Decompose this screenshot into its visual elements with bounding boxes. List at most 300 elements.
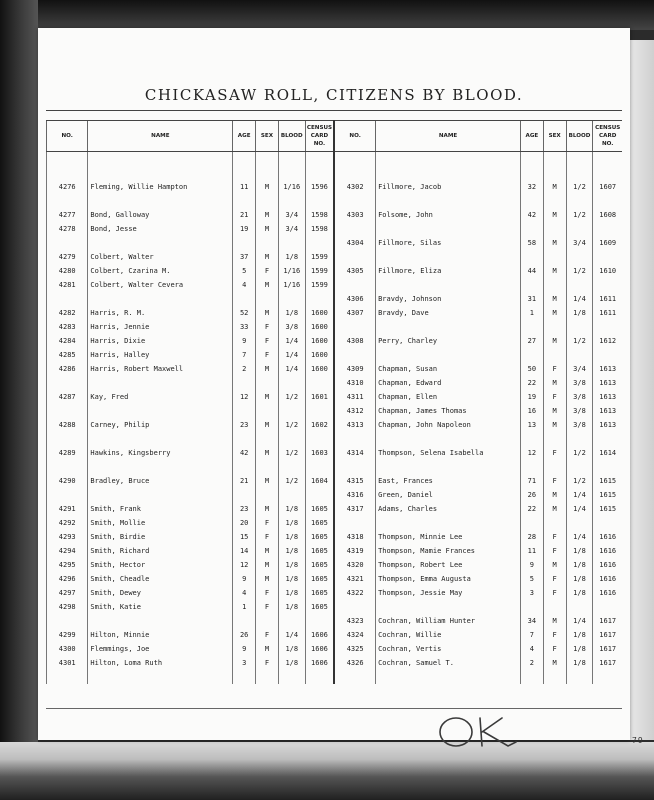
entry-census-card: 1612 — [593, 334, 622, 348]
entry-sex: M — [256, 418, 279, 432]
entry-name: Thompson, Selena Isabella — [376, 446, 521, 460]
entry-name: Smith, Richard — [88, 544, 233, 558]
entry-age: 23 — [233, 418, 256, 432]
entry-blood — [566, 166, 593, 180]
entry-blood: 1/4 — [566, 614, 593, 628]
table-row — [47, 194, 623, 208]
entry-number — [334, 152, 375, 167]
entry-number: 4322 — [334, 586, 375, 600]
entry-name — [88, 432, 233, 446]
entry-number: 4325 — [334, 642, 375, 656]
entry-number — [47, 488, 88, 502]
entry-age: 7 — [233, 348, 256, 362]
entry-census-card: 1605 — [305, 530, 334, 544]
entry-census-card: 1599 — [305, 278, 334, 292]
entry-name: Colbert, Czarina M. — [88, 264, 233, 278]
entry-age: 9 — [521, 558, 544, 572]
entry-census-card — [593, 194, 622, 208]
table-row — [47, 278, 623, 292]
entry-census-card — [305, 166, 334, 180]
scan-border-top — [38, 0, 654, 30]
table-row — [47, 432, 623, 446]
document-page — [38, 28, 644, 745]
entry-name — [376, 222, 521, 236]
entry-census-card: 1605 — [305, 516, 334, 530]
entry-number: 4318 — [334, 530, 375, 544]
entry-name — [376, 670, 521, 684]
table-row — [47, 544, 623, 558]
entry-number: 4326 — [334, 656, 375, 670]
entry-age: 22 — [521, 502, 544, 516]
entry-name — [88, 236, 233, 250]
entry-census-card — [593, 222, 622, 236]
header-age-left: AGE — [233, 121, 256, 152]
entry-blood: 1/4 — [278, 348, 305, 362]
entry-blood — [566, 348, 593, 362]
entry-sex: F — [256, 530, 279, 544]
entry-age: 2 — [233, 362, 256, 376]
entry-blood: 1/8 — [566, 558, 593, 572]
entry-number: 4323 — [334, 614, 375, 628]
entry-sex: M — [543, 488, 566, 502]
entry-sex: M — [256, 180, 279, 194]
entry-age: 5 — [233, 264, 256, 278]
entry-blood — [566, 320, 593, 334]
entry-sex: F — [256, 656, 279, 670]
entry-age — [521, 222, 544, 236]
entry-sex — [543, 152, 566, 167]
entry-census-card — [593, 152, 622, 167]
entry-number: 4293 — [47, 530, 88, 544]
entry-name — [88, 404, 233, 418]
entry-age — [233, 432, 256, 446]
entry-name — [376, 194, 521, 208]
entry-name: Smith, Hector — [88, 558, 233, 572]
entry-census-card — [593, 166, 622, 180]
entry-census-card: 1615 — [593, 474, 622, 488]
entry-age: 19 — [233, 222, 256, 236]
entry-name — [88, 488, 233, 502]
entry-sex — [543, 432, 566, 446]
entry-number: 4300 — [47, 642, 88, 656]
entry-blood: 1/8 — [566, 642, 593, 656]
entry-sex — [256, 166, 279, 180]
entry-sex: M — [256, 446, 279, 460]
entry-blood: 1/16 — [278, 180, 305, 194]
entry-age — [233, 292, 256, 306]
entry-census-card — [593, 320, 622, 334]
table-row — [47, 404, 623, 418]
entry-census-card: 1598 — [305, 208, 334, 222]
entry-name: Smith, Dewey — [88, 586, 233, 600]
entry-sex: M — [256, 278, 279, 292]
entry-sex: F — [256, 628, 279, 642]
table-row — [47, 516, 623, 530]
entry-age: 5 — [521, 572, 544, 586]
entry-age — [233, 236, 256, 250]
entry-sex — [543, 194, 566, 208]
entry-census-card: 1613 — [593, 390, 622, 404]
entry-age — [521, 460, 544, 474]
entry-name — [88, 292, 233, 306]
entry-number — [47, 670, 88, 684]
entry-census-card: 1605 — [305, 558, 334, 572]
entry-census-card: 1605 — [305, 600, 334, 614]
entry-sex: M — [256, 502, 279, 516]
entry-name: Chapman, Edward — [376, 376, 521, 390]
entry-census-card — [593, 348, 622, 362]
table-row — [47, 208, 623, 222]
entry-name: Smith, Cheadle — [88, 572, 233, 586]
entry-blood: 1/2 — [278, 446, 305, 460]
entry-census-card: 1605 — [305, 502, 334, 516]
entry-sex — [543, 600, 566, 614]
entry-name: Smith, Birdie — [88, 530, 233, 544]
entry-sex: M — [543, 376, 566, 390]
entry-sex: F — [256, 516, 279, 530]
entry-age: 32 — [521, 180, 544, 194]
entry-blood: 1/4 — [566, 502, 593, 516]
entry-census-card — [305, 292, 334, 306]
entry-census-card: 1607 — [593, 180, 622, 194]
entry-sex: M — [256, 250, 279, 264]
entry-name — [376, 320, 521, 334]
entry-census-card: 1602 — [305, 418, 334, 432]
entry-blood: 1/16 — [278, 264, 305, 278]
entry-name: Hilton, Minnie — [88, 628, 233, 642]
entry-name: Thompson, Jessie May — [376, 586, 521, 600]
entry-name: Bravdy, Dave — [376, 306, 521, 320]
handwritten-ok-mark — [436, 712, 526, 752]
entry-number: 4297 — [47, 586, 88, 600]
entry-census-card: 1614 — [593, 446, 622, 460]
entry-name: Harris, Robert Maxwell — [88, 362, 233, 376]
entry-age — [233, 614, 256, 628]
entry-number: 4313 — [334, 418, 375, 432]
entry-census-card — [305, 194, 334, 208]
entry-sex: F — [543, 628, 566, 642]
scan-border-bottom — [0, 742, 654, 800]
entry-census-card: 1610 — [593, 264, 622, 278]
entry-sex: M — [256, 544, 279, 558]
entry-name: Harris, R. M. — [88, 306, 233, 320]
entry-blood: 1/8 — [278, 530, 305, 544]
entry-sex: M — [543, 334, 566, 348]
entry-number: 4307 — [334, 306, 375, 320]
entry-name — [88, 614, 233, 628]
entry-census-card: 1608 — [593, 208, 622, 222]
header-sex-left: SEX — [256, 121, 279, 152]
entry-name: Chapman, James Thomas — [376, 404, 521, 418]
entry-sex: M — [256, 390, 279, 404]
entry-age: 4 — [521, 642, 544, 656]
entry-blood — [566, 278, 593, 292]
table-row — [47, 558, 623, 572]
entry-age: 13 — [521, 418, 544, 432]
entry-name — [376, 432, 521, 446]
entry-sex — [256, 488, 279, 502]
entry-census-card: 1613 — [593, 362, 622, 376]
entry-name — [88, 152, 233, 167]
entry-census-card: 1596 — [305, 180, 334, 194]
entry-age: 50 — [521, 362, 544, 376]
entry-number: 4292 — [47, 516, 88, 530]
entry-age — [521, 432, 544, 446]
entry-blood — [566, 222, 593, 236]
entry-age — [521, 194, 544, 208]
entry-number: 4309 — [334, 362, 375, 376]
entry-sex: M — [543, 306, 566, 320]
header-name-left: NAME — [88, 121, 233, 152]
header-no-right: NO. — [334, 121, 375, 152]
entry-name — [376, 166, 521, 180]
entry-name: Hilton, Loma Ruth — [88, 656, 233, 670]
entry-age: 2 — [521, 656, 544, 670]
header-sex-right: SEX — [543, 121, 566, 152]
entry-sex: M — [256, 642, 279, 656]
entry-name: Smith, Katie — [88, 600, 233, 614]
entry-blood — [278, 670, 305, 684]
entry-sex: M — [256, 572, 279, 586]
entry-sex — [256, 236, 279, 250]
entry-number: 4288 — [47, 418, 88, 432]
table-row — [47, 530, 623, 544]
entry-sex — [256, 614, 279, 628]
entry-blood: 3/8 — [566, 390, 593, 404]
page-number: 79 — [632, 736, 644, 745]
entry-sex: M — [543, 292, 566, 306]
entry-name: East, Frances — [376, 474, 521, 488]
title-rule — [46, 110, 622, 111]
table-row — [47, 334, 623, 348]
entry-number: 4289 — [47, 446, 88, 460]
entry-blood — [278, 488, 305, 502]
header-card-right: CENSUS CARD NO. — [593, 121, 622, 152]
entry-number — [334, 250, 375, 264]
entry-number: 4299 — [47, 628, 88, 642]
table-row — [47, 348, 623, 362]
entry-number: 4279 — [47, 250, 88, 264]
entry-blood: 1/4 — [278, 628, 305, 642]
header-card-left: CENSUS CARD NO. — [305, 121, 334, 152]
entry-census-card: 1615 — [593, 502, 622, 516]
entry-census-card: 1605 — [305, 586, 334, 600]
entry-census-card: 1598 — [305, 222, 334, 236]
entry-sex: M — [543, 614, 566, 628]
entry-number: 4303 — [334, 208, 375, 222]
entry-blood: 3/4 — [278, 222, 305, 236]
entry-blood — [278, 292, 305, 306]
entry-sex: M — [543, 264, 566, 278]
entry-name: Hawkins, Kingsberry — [88, 446, 233, 460]
entry-number: 4295 — [47, 558, 88, 572]
entry-census-card: 1609 — [593, 236, 622, 250]
entry-sex: M — [256, 208, 279, 222]
table-row — [47, 292, 623, 306]
entry-blood: 1/8 — [566, 656, 593, 670]
entry-age — [233, 166, 256, 180]
entry-blood: 1/8 — [566, 628, 593, 642]
entry-age: 58 — [521, 236, 544, 250]
entry-number — [334, 348, 375, 362]
entry-census-card: 1605 — [305, 544, 334, 558]
roll-body — [47, 152, 623, 685]
entry-name: Cochran, Willie — [376, 628, 521, 642]
entry-sex: M — [543, 502, 566, 516]
entry-sex: M — [256, 222, 279, 236]
header-name-right: NAME — [376, 121, 521, 152]
entry-name — [88, 194, 233, 208]
entry-name: Perry, Charley — [376, 334, 521, 348]
table-row — [47, 390, 623, 404]
table-row — [47, 376, 623, 390]
entry-census-card: 1616 — [593, 544, 622, 558]
entry-number: 4294 — [47, 544, 88, 558]
entry-sex: F — [256, 348, 279, 362]
entry-name — [88, 376, 233, 390]
entry-blood: 1/8 — [278, 642, 305, 656]
entry-sex: F — [543, 544, 566, 558]
table-row — [47, 446, 623, 460]
entry-number — [334, 278, 375, 292]
entry-age — [233, 488, 256, 502]
entry-blood: 1/4 — [566, 488, 593, 502]
entry-sex: F — [543, 390, 566, 404]
scan-page-flap — [630, 40, 654, 740]
entry-number: 4280 — [47, 264, 88, 278]
entry-blood: 1/16 — [278, 278, 305, 292]
entry-blood — [566, 250, 593, 264]
table-row — [47, 152, 623, 167]
entry-blood: 1/8 — [566, 544, 593, 558]
entry-age — [521, 348, 544, 362]
entry-name — [376, 152, 521, 167]
entry-blood: 1/2 — [566, 334, 593, 348]
entry-census-card: 1599 — [305, 250, 334, 264]
entry-census-card: 1599 — [305, 264, 334, 278]
entry-blood: 1/2 — [278, 418, 305, 432]
entry-number: 4281 — [47, 278, 88, 292]
entry-name — [88, 670, 233, 684]
entry-sex — [543, 670, 566, 684]
entry-sex: F — [543, 572, 566, 586]
entry-age: 1 — [521, 306, 544, 320]
entry-number: 4319 — [334, 544, 375, 558]
entry-number: 4287 — [47, 390, 88, 404]
entry-age: 9 — [233, 572, 256, 586]
table-row — [47, 642, 623, 656]
entry-age: 15 — [233, 530, 256, 544]
header-blood-right: BLOOD — [566, 121, 593, 152]
entry-blood: 1/8 — [278, 656, 305, 670]
entry-name: Harris, Jennie — [88, 320, 233, 334]
table-row — [47, 236, 623, 250]
entry-census-card: 1600 — [305, 334, 334, 348]
entry-age: 21 — [233, 474, 256, 488]
entry-blood — [566, 194, 593, 208]
entry-number — [47, 166, 88, 180]
entry-census-card — [305, 670, 334, 684]
entry-name — [376, 250, 521, 264]
entry-blood: 1/8 — [278, 572, 305, 586]
entry-number: 4306 — [334, 292, 375, 306]
entry-census-card — [305, 460, 334, 474]
entry-blood: 1/8 — [278, 544, 305, 558]
entry-blood: 1/8 — [278, 586, 305, 600]
entry-census-card: 1605 — [305, 572, 334, 586]
entry-census-card: 1600 — [305, 306, 334, 320]
entry-age — [521, 516, 544, 530]
entry-census-card: 1601 — [305, 390, 334, 404]
entry-name: Bravdy, Johnson — [376, 292, 521, 306]
table-row — [47, 572, 623, 586]
entry-sex: M — [543, 418, 566, 432]
entry-age: 12 — [521, 446, 544, 460]
entry-age: 71 — [521, 474, 544, 488]
entry-number: 4308 — [334, 334, 375, 348]
entry-number — [47, 152, 88, 167]
entry-name: Colbert, Walter Cevera — [88, 278, 233, 292]
entry-age: 33 — [233, 320, 256, 334]
entry-name: Bond, Jesse — [88, 222, 233, 236]
entry-age: 12 — [233, 390, 256, 404]
entry-age: 23 — [233, 502, 256, 516]
entry-census-card: 1600 — [305, 320, 334, 334]
entry-name — [376, 516, 521, 530]
entry-number: 4324 — [334, 628, 375, 642]
entry-name: Harris, Halley — [88, 348, 233, 362]
entry-number — [334, 600, 375, 614]
header-row — [47, 121, 623, 152]
entry-age — [521, 278, 544, 292]
entry-blood: 1/8 — [278, 502, 305, 516]
entry-blood: 1/2 — [278, 390, 305, 404]
entry-name — [88, 460, 233, 474]
entry-sex — [256, 152, 279, 167]
entry-age: 44 — [521, 264, 544, 278]
entry-name: Green, Daniel — [376, 488, 521, 502]
entry-sex — [256, 376, 279, 390]
entry-age: 3 — [233, 656, 256, 670]
entry-name — [376, 348, 521, 362]
entry-number: 4278 — [47, 222, 88, 236]
entry-census-card: 1600 — [305, 362, 334, 376]
entry-number — [334, 670, 375, 684]
entry-number: 4276 — [47, 180, 88, 194]
entry-blood: 1/2 — [278, 474, 305, 488]
table-row — [47, 264, 623, 278]
entry-age: 16 — [521, 404, 544, 418]
entry-number: 4315 — [334, 474, 375, 488]
entry-blood: 3/8 — [566, 376, 593, 390]
entry-census-card: 1603 — [305, 446, 334, 460]
entry-age: 52 — [233, 306, 256, 320]
entry-age: 4 — [233, 278, 256, 292]
entry-sex — [543, 222, 566, 236]
entry-age: 34 — [521, 614, 544, 628]
entry-number: 4305 — [334, 264, 375, 278]
entry-census-card — [305, 404, 334, 418]
entry-census-card — [305, 488, 334, 502]
table-row — [47, 628, 623, 642]
entry-age: 12 — [233, 558, 256, 572]
entry-name: Bradley, Bruce — [88, 474, 233, 488]
entry-census-card: 1613 — [593, 418, 622, 432]
entry-sex — [543, 166, 566, 180]
entry-sex — [256, 292, 279, 306]
entry-name — [376, 278, 521, 292]
entry-name: Thompson, Emma Augusta — [376, 572, 521, 586]
